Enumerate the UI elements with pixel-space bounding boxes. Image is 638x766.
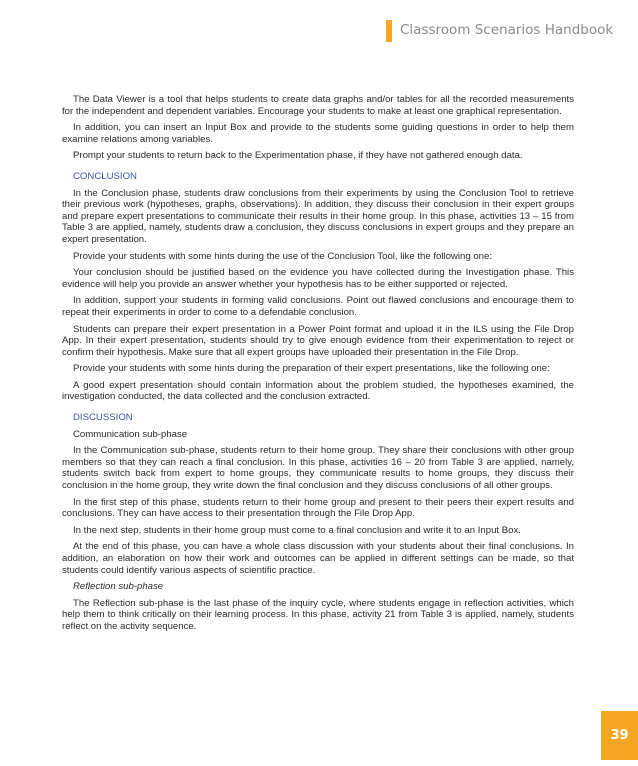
paragraph-valid-conclusions: In addition, support your students in forming valid conclusions. Point out flawed conclusions and encourage them to repeat their experiments in order to come to a defendable conclusion.	[62, 295, 574, 318]
paragraph-first-step: In the first step of this phase, students return to their home group and present to their peers their expert results and conclusions. They can have access to their presentation through the File Drop App.	[62, 496, 574, 520]
paragraph-prompt-return: Prompt your students to return back to the Experimentation phase, if they have not gathered enough data.	[73, 150, 523, 162]
paragraph-input-box: In addition, you can insert an Input Box and provide to the students some guiding questions in order to help them examine relations among variables.	[62, 122, 574, 145]
paragraph-presentation-hints: Provide your students with some hints during the preparation of their expert presentations, like the following one:	[73, 363, 550, 375]
paragraph-conclusion-phase: In the Conclusion phase, students draw conclusions from their experiments by using the Conclusion Tool to retrieve their previous work (hypotheses, graphs, observations). In addition, they discuss their conclusion in their expert groups and prepare expert presentations to communicate their results in their home group. In this phase, activities 13 – 15 from Table 3 are applied, namely, students draw a conclusion, they discuss conclusions in expert groups and they prepare an expert presentation.	[62, 187, 574, 245]
paragraph-reflection-phase: The Reflection sub-phase is the last phase of the inquiry cycle, where students engage in reflection activities, which help them to think critically on their learning process. In this phase, activity 21 from Table 3 is applied, namely, students reflect on the activity sequence.	[62, 597, 574, 632]
header-accent-bar	[386, 20, 392, 42]
paragraph-conclusion-hint-example: Your conclusion should be justified based on the evidence you have collected during the Investigation phase. This evidence will help you provide an answer whether your hypothesis has to be either supported or rejected.	[62, 267, 574, 290]
paragraph-presentation-hint-example: A good expert presentation should contain information about the problem studied, the hypotheses examined, the investigation conducted, the data collected and the conclusion extracted.	[62, 379, 574, 403]
paragraph-communication-phase: In the Communication sub-phase, students return to their home group. They share their conclusions with other group members so that they can reach a final conclusion. In this phase, activities 16 – 20 from Table 3 are applied, namely, students switch back from expert to home groups, they communicate results to home groups, they discuss their conclusion in the home group, they write down the final conclusion and they discuss conclusions of all other groups.	[62, 445, 574, 492]
page-number-badge	[601, 711, 638, 760]
paragraph-conclusion-hints: Provide your students with some hints during the use of the Conclusion Tool, like the following one:	[73, 250, 492, 262]
section-heading-conclusion: CONCLUSION	[73, 170, 137, 182]
paragraph-end-of-phase: At the end of this phase, you can have a whole class discussion with your students about their final conclusions. In addition, an elaboration on how their work and outcomes can be applied in different settings can be made, so that students could identify various aspects of scientific practice.	[62, 541, 574, 576]
page-body	[62, 94, 574, 638]
subheading-communication: Communication sub-phase	[73, 428, 188, 440]
running-header-title: Classroom Scenarios Handbook	[400, 22, 614, 38]
section-heading-discussion: DISCUSSION	[73, 412, 133, 424]
paragraph-next-step: In the next step, students in their home group must come to a final conclusion and write it to an Input Box.	[73, 524, 521, 536]
page-number: 39	[610, 728, 629, 743]
paragraph-expert-presentation: Students can prepare their expert presentation in a Power Point format and upload it in the ILS using the File Drop App. In their expert presentation, students should try to give enough evidence from their experimentation to reject or confirm their hypothesis. Make sure that all expert groups have uploaded their presentation in the File Drop.	[62, 323, 574, 358]
paragraph-data-viewer: The Data Viewer is a tool that helps students to create data graphs and/or tables for all the recorded measurements for the independent and dependent variables. Encourage your students to make at least one graphical representation.	[62, 94, 574, 117]
subheading-reflection: Reflection sub-phase	[73, 581, 164, 593]
